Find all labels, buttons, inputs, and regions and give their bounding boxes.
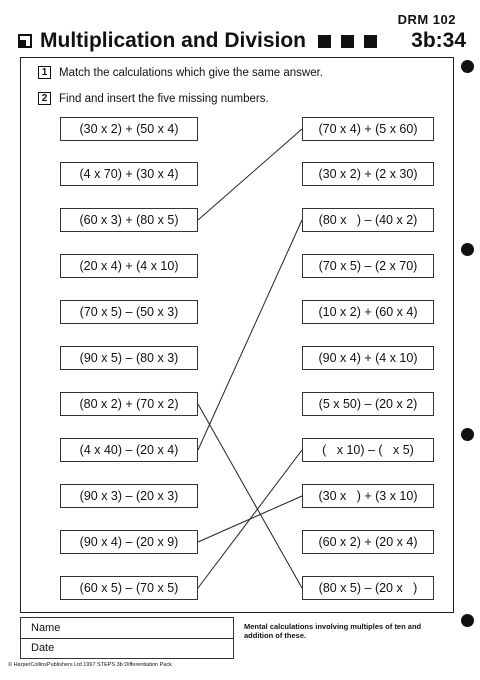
left-calc-box[interactable]: (70 x 5) – (50 x 3): [60, 300, 198, 324]
right-calc-box[interactable]: (30 x ) + (3 x 10): [302, 484, 434, 508]
right-calc-box[interactable]: (80 x 5) – (20 x ): [302, 576, 434, 600]
right-calc-box[interactable]: ( x 10) – ( x 5): [302, 438, 434, 462]
date-field[interactable]: Date: [31, 642, 55, 654]
teacher-note: Mental calculations involving multiples of ten and addition of these.: [244, 622, 422, 640]
right-calc-box[interactable]: (70 x 4) + (5 x 60): [302, 117, 434, 141]
copyright-text: © HarperCollinsPublishers Ltd 1997 STEPS 3b Differentiation Pack: [8, 662, 172, 668]
match-line: [198, 220, 302, 450]
unit-code: 3b:34: [411, 29, 466, 52]
left-calc-box[interactable]: (90 x 3) – (20 x 3): [60, 484, 198, 508]
drm-code: DRM 102: [397, 12, 456, 27]
left-calc-box[interactable]: (20 x 4) + (4 x 10): [60, 254, 198, 278]
left-calc-box[interactable]: (30 x 2) + (50 x 4): [60, 117, 198, 141]
name-field[interactable]: Name: [31, 622, 61, 634]
right-calc-box[interactable]: (5 x 50) – (20 x 2): [302, 392, 434, 416]
right-calc-box[interactable]: (60 x 2) + (20 x 4): [302, 530, 434, 554]
match-line: [198, 129, 302, 220]
divider: [21, 638, 233, 639]
right-calc-box[interactable]: (70 x 5) – (2 x 70): [302, 254, 434, 278]
instruction-text: Match the calculations which give the same answer.: [59, 66, 323, 79]
right-calc-box[interactable]: (30 x 2) + (2 x 30): [302, 162, 434, 186]
right-calc-box[interactable]: (90 x 4) + (4 x 10): [302, 346, 434, 370]
match-line: [198, 404, 302, 588]
left-calc-box[interactable]: (80 x 2) + (70 x 2): [60, 392, 198, 416]
instruction-number: 1: [38, 66, 51, 79]
name-date-box: [20, 617, 234, 659]
left-calc-box[interactable]: (4 x 70) + (30 x 4): [60, 162, 198, 186]
left-calc-box[interactable]: (4 x 40) – (20 x 4): [60, 438, 198, 462]
instruction-text: Find and insert the five missing numbers.: [59, 92, 269, 105]
left-calc-box[interactable]: (90 x 4) – (20 x 9): [60, 530, 198, 554]
right-calc-box[interactable]: (10 x 2) + (60 x 4): [302, 300, 434, 324]
match-line: [198, 450, 302, 588]
right-calc-box[interactable]: (80 x ) – (40 x 2): [302, 208, 434, 232]
instruction-number: 2: [38, 92, 51, 105]
left-calc-box[interactable]: (60 x 5) – (70 x 5): [60, 576, 198, 600]
left-calc-box[interactable]: (60 x 3) + (80 x 5): [60, 208, 198, 232]
page-title: Multiplication and Division: [40, 29, 307, 52]
left-calc-box[interactable]: (90 x 5) – (80 x 3): [60, 346, 198, 370]
